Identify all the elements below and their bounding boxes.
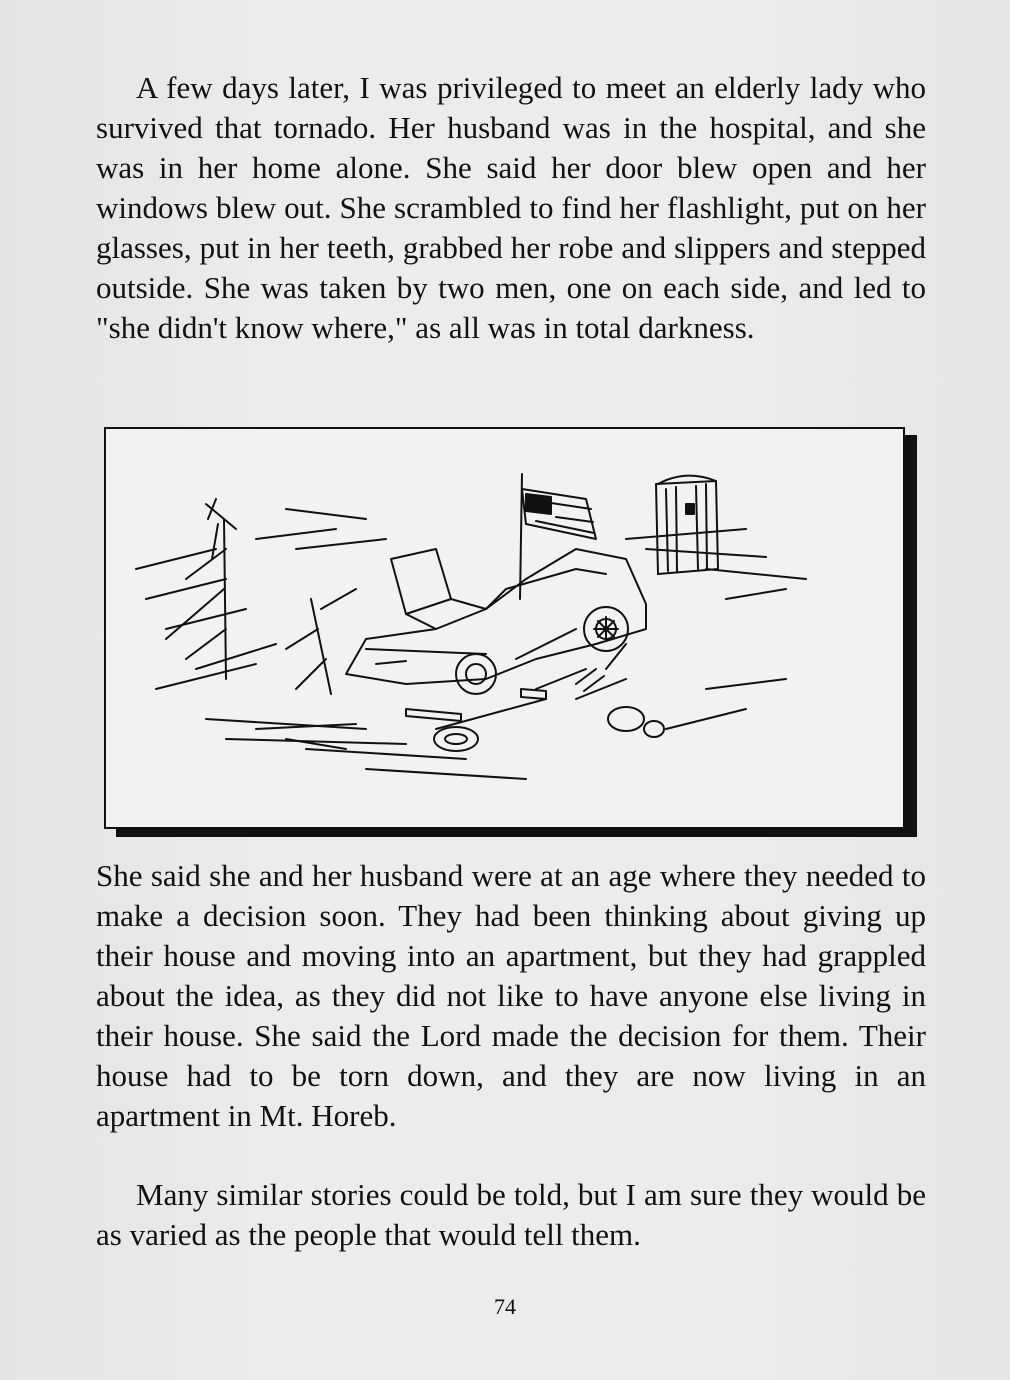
paragraph-2: She said she and her husband were at an age where they needed to make a decision soon. They had been thinking about giving up their house and moving into an apartment, but they had grappled about the idea, as they did not like to have anyone else living in their house. She said the Lord made the decision for them. Their house had to be torn down, and they are now living in an apartment in Mt. Horeb. bbox=[96, 858, 926, 1133]
paragraph-3: Many similar stories could be told, but I am sure they would be as varied as the people that would tell them. bbox=[96, 1177, 926, 1252]
debris-planks bbox=[256, 669, 604, 749]
outhouse bbox=[656, 476, 718, 574]
tornado-damage-illustration bbox=[104, 427, 905, 829]
flag bbox=[520, 474, 596, 599]
wrecked-car bbox=[346, 549, 646, 694]
paragraph-1: A few days later, I was privileged to meet an elderly lady who survived that tornado. Her husband was in the hospital, and she was in her home alone. She said her door blew open and her windows blew out. She scrambled to find her flashlight, put on her glasses, put in her teeth, grabbed her robe and slippers and stepped outside. She was taken by two men, one on each side, and led to "she didn't know where," as all was in total darkness. bbox=[96, 70, 926, 345]
debris-lines bbox=[136, 509, 806, 779]
page-number: 74 bbox=[494, 1294, 516, 1319]
scattered-tires bbox=[434, 707, 664, 751]
broken-tree bbox=[166, 499, 236, 679]
broken-tree-2 bbox=[286, 589, 356, 694]
